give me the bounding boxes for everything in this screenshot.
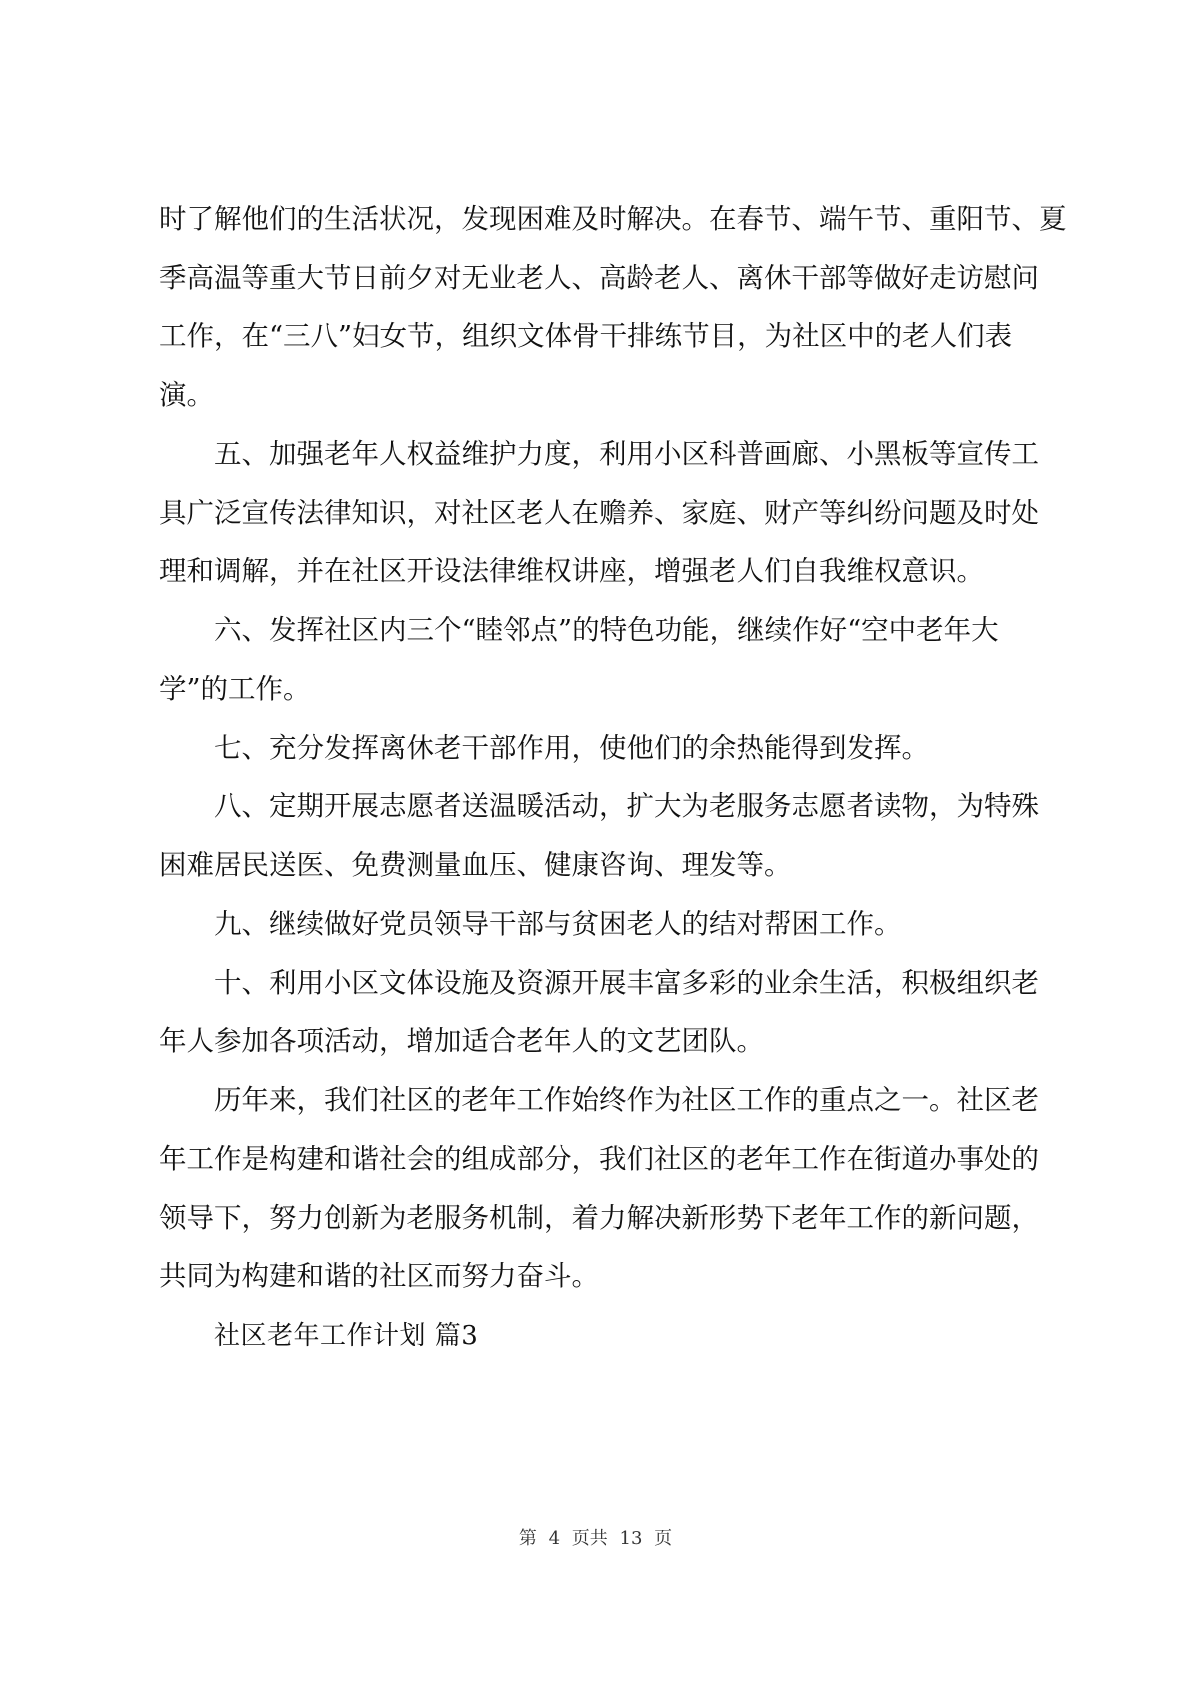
text-line: 九、继续做好党员领导干部与贫困老人的结对帮困工作。 bbox=[214, 908, 902, 940]
text-line: 年工作是构建和谐社会的组成部分，我们社区的老年工作在街道办事处的 bbox=[159, 1143, 1039, 1175]
text-line: 七、充分发挥离休老干部作用，使他们的余热能得到发挥。 bbox=[214, 732, 929, 764]
section-heading: 社区老年工作计划 篇3 bbox=[214, 1321, 479, 1351]
page-footer: 第 4 页共 13 页 bbox=[518, 1528, 673, 1549]
text-line: 十、利用小区文体设施及资源开展丰富多彩的业余生活，积极组织老 bbox=[214, 967, 1039, 999]
text-line: 演。 bbox=[159, 379, 214, 411]
text-line: 共同为构建和谐的社区而努力奋斗。 bbox=[159, 1260, 599, 1292]
text-line: 工作，在“三八”妇女节，组织文体骨干排练节目，为社区中的老人们表 bbox=[159, 320, 1013, 352]
text-line: 五、加强老年人权益维护力度，利用小区科普画廊、小黑板等宣传工 bbox=[214, 438, 1039, 470]
text-line: 年人参加各项活动，增加适合老年人的文艺团队。 bbox=[159, 1025, 764, 1057]
text-line: 季高温等重大节日前夕对无业老人、高龄老人、离休干部等做好走访慰问 bbox=[159, 262, 1039, 294]
text-line: 困难居民送医、免费测量血压、健康咨询、理发等。 bbox=[159, 849, 792, 881]
text-line: 学”的工作。 bbox=[159, 673, 311, 705]
text-line: 具广泛宣传法律知识，对社区老人在赡养、家庭、财产等纠纷问题及时处 bbox=[159, 497, 1039, 529]
text-line: 六、发挥社区内三个“睦邻点”的特色功能，继续作好“空中老年大 bbox=[214, 614, 999, 646]
text-line: 历年来，我们社区的老年工作始终作为社区工作的重点之一。社区老 bbox=[214, 1084, 1039, 1116]
text-line: 时了解他们的生活状况，发现困难及时解决。在春节、端午节、重阳节、夏 bbox=[159, 203, 1067, 235]
text-line: 八、定期开展志愿者送温暖活动，扩大为老服务志愿者读物，为特殊 bbox=[214, 790, 1039, 822]
text-line: 理和调解，并在社区开设法律维权讲座，增强老人们自我维权意识。 bbox=[159, 555, 984, 587]
text-line: 领导下，努力创新为老服务机制，着力解决新形势下老年工作的新问题， bbox=[159, 1202, 1039, 1234]
